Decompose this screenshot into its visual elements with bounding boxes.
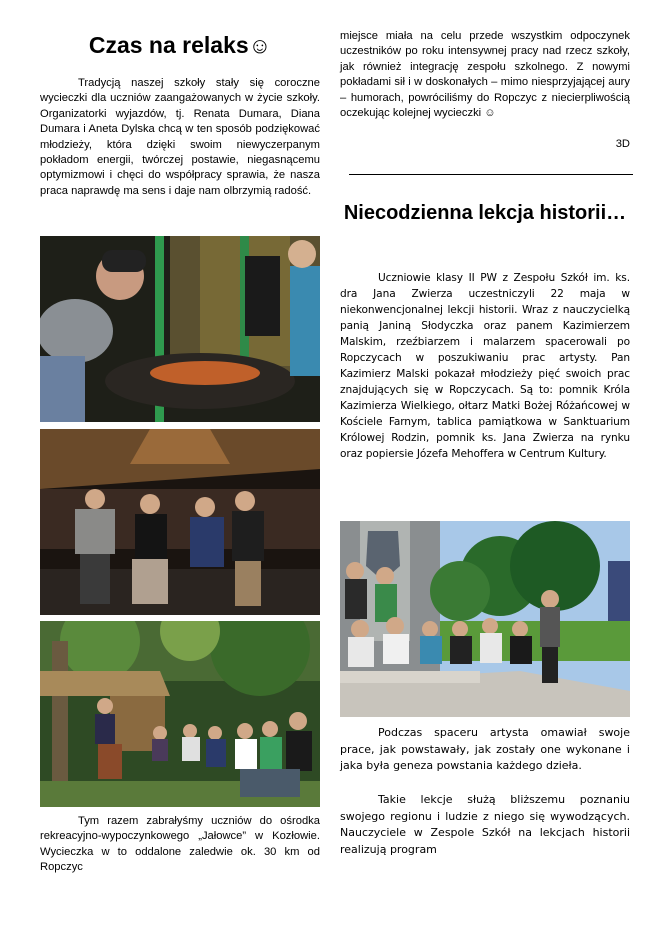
- photo-barbecue: [40, 236, 320, 422]
- smiley-icon: ☺: [248, 33, 272, 58]
- article1-signature: 3D: [615, 138, 630, 150]
- article2-paragraph-3: Takie lekcje służą bliższemu poznaniu swojego regionu i ludzie z niego się wywodzących. Nauczyciele w Zespole Szkół na lekcjach historii realizują program: [340, 793, 630, 856]
- article1-after-photos-paragraph: Tym razem zabrałyśmy uczniów do ośrodka rekreacyjno-wypoczynkowego „Jałowce” w Kozłowie. Wycieczka w to oddalone zaledwie ok. 30 km od Ropczyc: [40, 815, 320, 874]
- photo-dancing: [40, 429, 320, 615]
- article1-title: [40, 30, 320, 61]
- photo-students-at-monument: [340, 521, 630, 717]
- article1-intro-paragraph: Tradycją naszej szkoły stały się coroczne wycieczki dla uczniów zaangażowanych w życie szkoły. Organizatorki wyjazdów, tj. Renata Dumara, Diana Dumara i Aneta Dylska chcą w ten sposób podziękować młodzieży, która dzięki swoim niewyczerpanym pokładom energii, twórczej postawie, niegasnącemu optymizmowi i chęci do współpracy sprawia, że nasza praca naprawdę ma sens i daje nam olbrzymią radość.: [40, 77, 320, 197]
- article2-paragraph-1: Uczniowie klasy II PW z Zespołu Szkół im. ks. dra Jana Zwierza uczestniczyli 22 maja w niekonwencjonalnej lekcji historii. Wraz z nauczycielką panią Janiną Słodyczka oraz panem Kazimierzem Malskim, rzeźbiarzem i malarzem spacerowali po Ropczycach w poszukiwaniu prac artysty. Pan Kazimierz Malski pokazał młodzieży pięć swoich prac znajdujących się w Ropczycach. Są to: pomnik Króla Kazimierza Wielkiego, ołtarz Matki Bożej Różańcowej w Kościele Farnym, tablica pamiątkowa w Sanktuarium Królowej Rodzin, pomnik ks. Jana Zwierza na rynku oraz popiersie Józefa Mehoffera w Centrum Kultury.: [340, 272, 630, 460]
- article1-title-text: Czas na relaks: [88, 32, 249, 58]
- photo-group-outdoors: [40, 621, 320, 807]
- article2-title: Niecodzienna lekcja historii…: [343, 202, 627, 224]
- article1-continuation-paragraph: miejsce miała na celu przede wszystkim odpoczynek uczestników po roku intensywnej pracy nad rzecz szkoły, jak również integrację zespołu szkolnego. Z nowymi pokładami sił i w doskonałych – mimo niesprzyjającej aury – humorach, powróciliśmy do Ropczyc z niecierpliwością oczekując kolejnej wycieczki ☺: [340, 30, 630, 120]
- article2-paragraph-2: Podczas spaceru artysta omawiał swoje prace, jak powstawały, jak zostały one wykonane i jaka była geneza powstania każdego dzieła.: [340, 726, 630, 773]
- section-divider: [349, 174, 633, 175]
